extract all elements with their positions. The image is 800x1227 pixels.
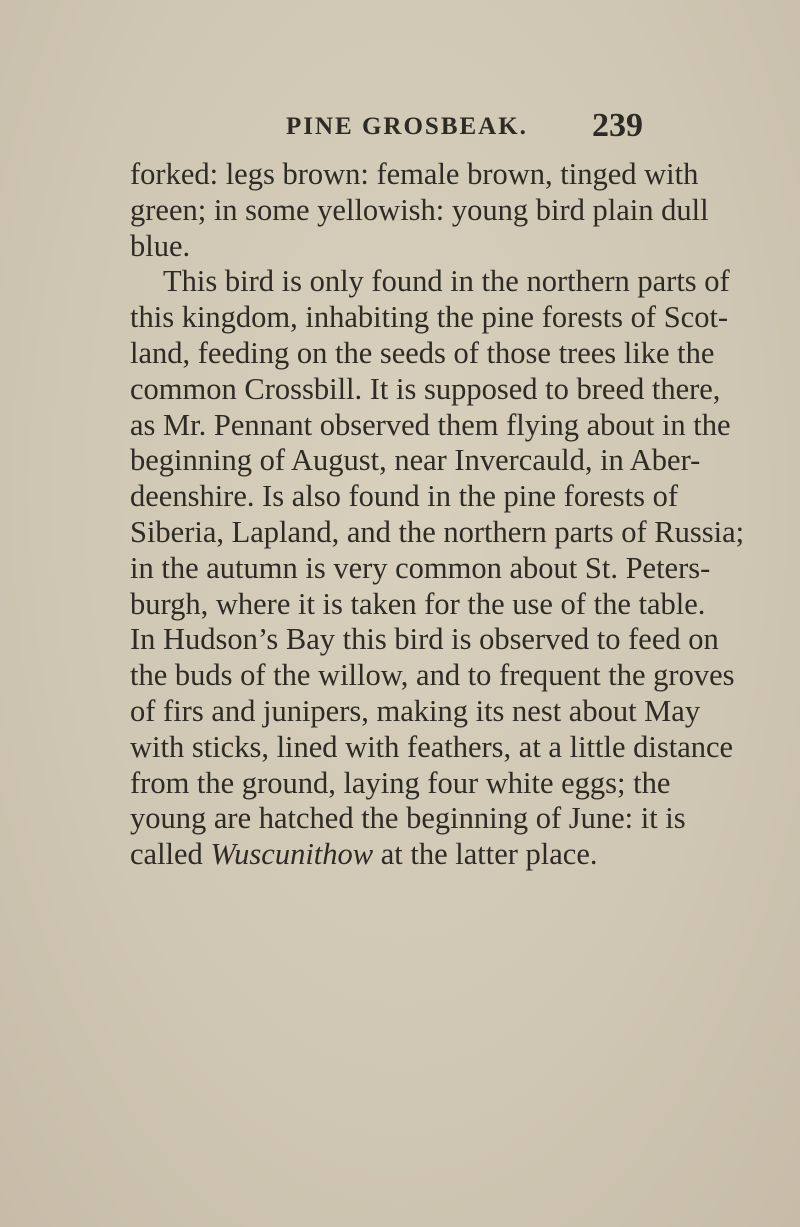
text-line: This bird is only found in the northern parts of <box>163 264 730 299</box>
text-segment: at the latter place. <box>373 837 598 872</box>
text-line-last <box>130 837 650 873</box>
text-line: this kingdom, inhabiting the pine forests of Scot- <box>130 300 729 335</box>
text-line: blue. <box>130 228 191 263</box>
body-text <box>130 157 745 873</box>
running-head <box>0 107 800 149</box>
text-line: of firs and junipers, making its nest about May <box>130 693 701 728</box>
text-line: in the autumn is very common about St. Peters- <box>130 550 711 585</box>
text-segment: called <box>130 837 211 872</box>
text-line: common Crossbill. It is supposed to breed there, <box>130 371 721 406</box>
text-line: deenshire. Is also found in the pine forests of <box>130 479 679 514</box>
text-line: forked: legs brown: female brown, tinged with <box>130 157 699 191</box>
text-line: the buds of the willow, and to frequent the groves <box>130 658 735 693</box>
text-line: green; in some yellowish: young bird plain dull <box>130 192 709 227</box>
text-line: burgh, where it is taken for the use of the table. <box>130 586 706 621</box>
text-line: with sticks, lined with feathers, at a little distance <box>130 729 734 764</box>
text-line: beginning of August, near Invercauld, in Aber- <box>130 443 701 478</box>
text-line: as Mr. Pennant observed them flying about in the <box>130 407 731 442</box>
running-title: PINE GROSBEAK. <box>286 113 528 140</box>
text-line: land, feeding on the seeds of those trees like the <box>130 335 715 370</box>
page-number: 239 <box>592 107 643 144</box>
text-line: young are hatched the beginning of June: it is <box>130 801 686 836</box>
text-line: In Hudson’s Bay this bird is observed to feed on <box>130 622 719 657</box>
italic-term: Wuscunithow <box>210 837 374 872</box>
text-line: from the ground, laying four white eggs; the <box>130 765 671 800</box>
text-line: Siberia, Lapland, and the northern parts of Russia; <box>130 514 745 549</box>
